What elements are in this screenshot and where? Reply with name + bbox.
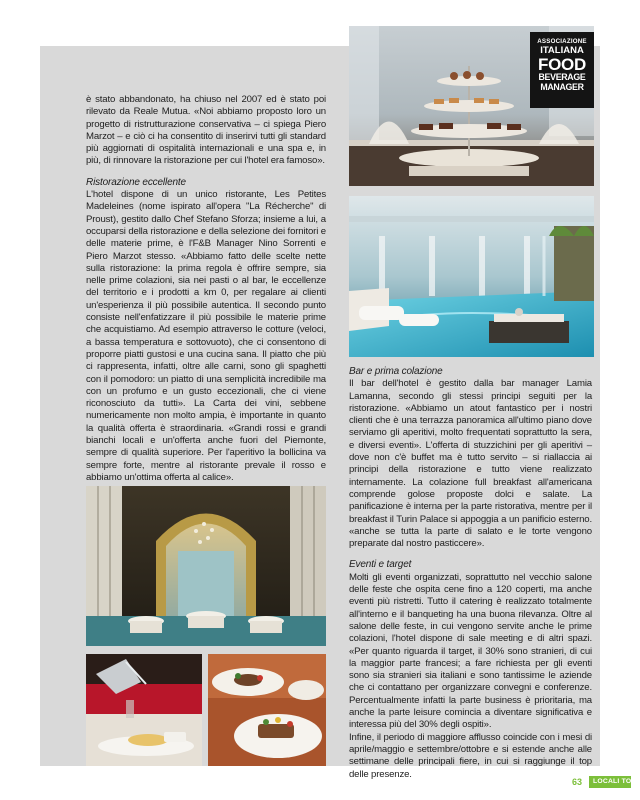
article-right-column [349,366,592,781]
gap [349,550,592,559]
photo-chef-plating [86,654,202,766]
association-logo [530,32,594,108]
heading-bar-colazione: Bar e prima colazione [349,366,443,377]
paragraph-bar-colazione: Il bar dell'hotel è gestito dalla bar manager Lamia Lamanna, secondo gli stessi principi seguiti per la ristorazione. «Abbiamo un atout fantastico per i nostri clienti che è una terrazza panoramica all'ultimo piano dove serviamo gli aperitivi, molto frequentati soprattutto la sera, e diversi eventi». L'offerta di stuzzichini per gli aperitivi – dove non c'è buffet ma è tutto servito – si riallaccia ai principi della ristorazione e tutto viene realizzato internamente. La colazione full breakfast all'americana comprende golose proposte dolci e salate. La panificazione è interna per la parte ristorativa, mentre per il breakfast il Turin Palace si appoggia a un panificio esterno. «anche se tutta la parte di salato e le torte vengono preparate dal nostro pasticcere». [349,378,592,550]
gap [86,168,326,177]
photo-plated-dishes [208,654,326,766]
paragraph-ristorazione: L'hotel dispone di un unico ristorante, Les Petites Madeleines (nome ispirato all'opera "La Récherche" di Proust), gestito dallo Chef Stefano Sforza; insieme a lui, a occuparsi della ristorazione e della selezione dei fornitori e delle materie prime, è l'F&B Manager Nino Sorrenti e Piero Marzot stesso. «Abbiamo fatto delle scelte nette sulla ristorazione: la prima regola è offrire sempre, sia nelle prime colazioni, sia nei pasti o al bar, le eccellenze del territorio e i prodotti a km 0, per regalare ai clienti un'esperienza il più possibile autentica. Il secondo punto consiste nell'enfatizzare il più possibile le materie prime che acquistiamo. Ad esempio attraverso le cotture (veloci, a bassa temperatura e sottovuoto), che ci consentono di proporre piatti gustosi e una cucina sana. Il piatto che più ci rappresenta, infatti, oltre alle carni, sono gli spaghetti con il pomodoro: un piatto di una semplicità incredibile ma con un profumo e un gusto eccezionali, che ci viene riconosciuto da tutti». La Carta dei vini, sebbene numericamente non molto ampia, è importante in quanto la qualità offerta è straordinaria. «Grandi rossi e grandi bianchi locali e un'offerta anche fuori del Piemonte, sempre di qualità superiore. Per l'aperitivo la bollicina va sempre forte, mentre al ristorante prevale il rosso e abbiamo un'ottima offerta al calice». [86,189,326,483]
logo-line-3: FOOD [538,55,586,74]
page-number: 63 [572,777,583,787]
logo-line-5: MANAGER [540,81,584,92]
logo-line-1: ASSOCIAZIONE [537,38,587,45]
section-label: LOCALI TOP [589,776,631,788]
paragraph-periodo: Infine, il periodo di maggiore afflusso coincide con i mesi di aprile/maggio e settembre/ottobre e si estende anche alle settimane delle principali fiere, in cui si raggiunge il top delle presenze. [349,731,592,780]
paragraph-intro: è stato abbandonato, ha chiuso nel 2007 ed è stato poi rilevato da Reale Mutua. «Noi abbiamo proposto loro un progetto di ristrutturazione conservativa – ci spiega Piero Marzot – e ciò ci ha consentito di inserirvi tutti gli standard più aggiornati di ospitalità internazionali e una spa e, in più, di rinnovare la ristorazione per cui l'hotel era famoso». [86,94,326,167]
article-left-column [86,94,326,484]
logo-line-4: BEVERAGE [538,72,586,82]
heading-eventi-target: Eventi e target [349,559,412,571]
photo-restaurant-hall [86,486,326,646]
paragraph-eventi: Molti gli eventi organizzati, soprattutto nel vecchio salone delle feste che ospita cene fino a 120 coperti, ma anche eventi più ristretti. Tutto il catering è realizzato totalmente all'interno e il banqueting ha una buona rilevanza. Oltre al salone delle feste, in cui vengono servite anche le prime colazioni, l'hotel dispone di sale meeting e di altri spazi. «Per quanto riguarda il target, il 30% sono stranieri, di cui la maggior parte francesi; a fare richiesta per gli eventi sono sia stranieri sia italiani e sono tantissime le aziende che ci contattano per organizzare convegni e conferenze. Percentualmente infatti la parte business è prioritaria, ma anche la parte leisure comincia a diventare significativa e interessa più del 30% degli ospiti». [349,571,592,731]
photo-spa-pool [349,196,594,357]
logo-line-2: ITALIANA [540,45,584,56]
heading-ristorazione: Ristorazione eccellente [86,176,186,188]
